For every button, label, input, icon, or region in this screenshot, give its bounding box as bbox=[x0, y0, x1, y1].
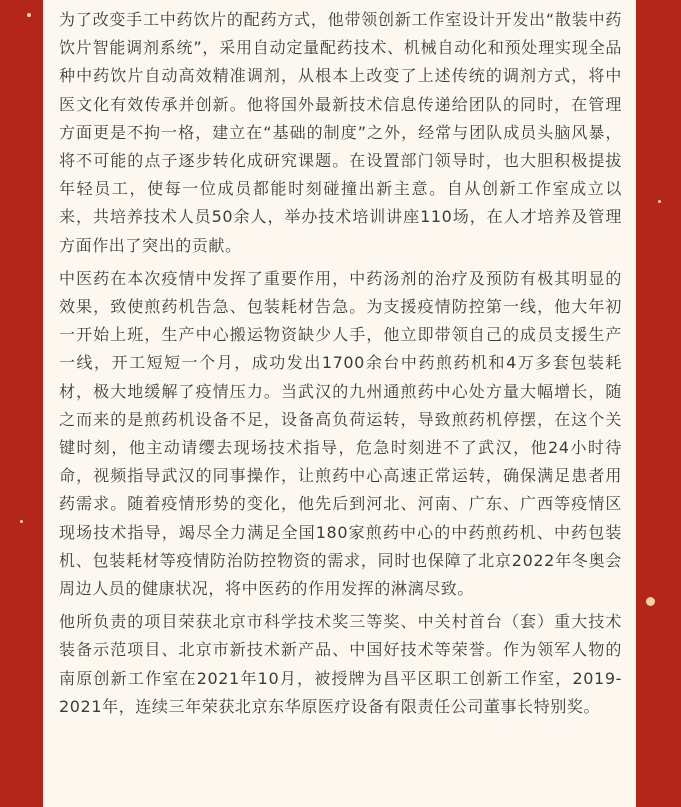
confetti-dot bbox=[658, 200, 661, 203]
paragraph-epidemic-support: 中医药在本次疫情中发挥了重要作用，中药汤剂的治疗及预防有极其明显的效果，致使煎药机告急、包装耗材告急。为支援疫情防控第一线，他大年初一开始上班，生产中心搬运物资缺少人手，他立即带领自己的成员支援生产一线，开工短短一个月，成功发出1700余台中药煎药机和4万多套包装耗材，极大地缓解了疫情压力。当武汉的九州通煎药中心处方量大幅增长，随之而来的是煎药机设备不足，设备高负荷运转，导致煎药机停摆，在这个关键时刻，他主动请缨去现场技术指导，危急时刻进不了武汉，他24小时待命，视频指导武汉的同事操作，让煎药中心高速正常运转，确保满足患者用药需求。随着疫情形势的变化，他先后到河北、河南、广东、广西等疫情区现场技术指导，竭尽全力满足全国180家煎药中心的中药煎药机、中药包装机、包装耗材等疫情防治防控物资的需求，同时也保障了北京2022年冬奥会周边人员的健康状况，将中医药的作用发挥的淋漓尽致。 bbox=[59, 268, 622, 599]
confetti-dot bbox=[20, 520, 23, 523]
paragraph-awards: 他所负责的项目荣获北京市科学技术奖三等奖、中关村首台（套）重大技术装备示范项目、北京市新技术新产品、中国好技术等荣誉。作为领军人物的南原创新工作室在2021年10月，被授牌为昌平区职工创新工作室，2019-2021年，连续三年荣获北京东华原医疗设备有限责任公司董事长特别奖。 bbox=[59, 612, 622, 716]
article-panel bbox=[43, 0, 636, 807]
confetti-dot bbox=[27, 13, 31, 17]
paragraph-innovation-studio: 为了改变手工中药饮片的配药方式，他带领创新工作室设计开发出“散装中药饮片智能调剂系统”，采用自动定量配药技术、机械自动化和预处理实现全品种中药饮片自动高效精准调剂，从根本上改变了上述传统的调剂方式，将中医文化有效传承并创新。他将国外最新技术信息传递给团队的同时，在管理方面更是不拘一格，建立在“基础的制度”之外，经常与团队成员头脑风暴，将不可能的点子逐步转化成研究课题。在设置部门领导时，也大胆积极提拔年轻员工，使每一位成员都能时刻碰撞出新主意。自从创新工作室成立以来，共培养技术人员50余人，举办技术培训讲座110场，在人才培养及管理方面作出了突出的贡献。 bbox=[59, 10, 622, 255]
confetti-dot bbox=[646, 597, 655, 606]
